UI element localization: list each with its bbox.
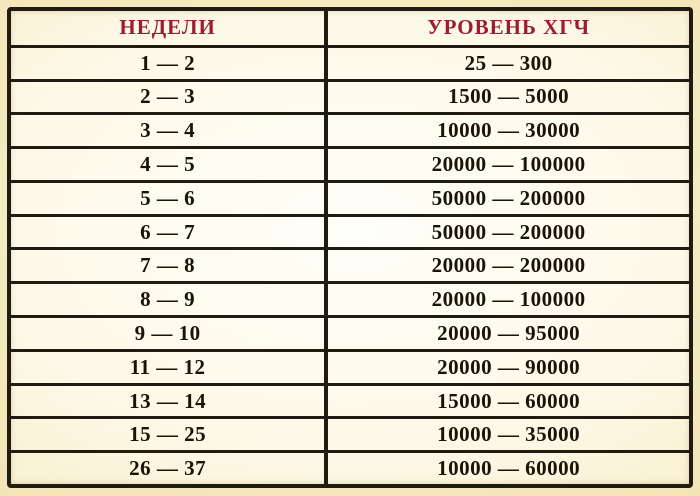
table-row: [11, 281, 689, 315]
weeks-cell: 26 — 37: [129, 456, 207, 481]
weeks-cell: 4 — 5: [140, 152, 196, 177]
hcg-level-cell: 20000 — 200000: [324, 250, 689, 281]
hcg-level-cell: 10000 — 30000: [324, 115, 689, 146]
hcg-level-cell: 1500 — 5000: [324, 82, 689, 113]
weeks-cell: 13 — 14: [129, 388, 207, 413]
table-row: [11, 79, 689, 113]
hcg-level-cell: 15000 — 60000: [324, 386, 689, 417]
hcg-level-cell: 10000 — 60000: [324, 453, 689, 484]
weeks-cell: 1 — 2: [140, 50, 196, 75]
table-row: [11, 383, 689, 417]
table-row: [11, 45, 689, 79]
hcg-level-cell: 50000 — 200000: [324, 183, 689, 214]
table-row: [11, 349, 689, 383]
hcg-level-cell: 25 — 300: [324, 48, 689, 79]
weeks-cell: 9 — 10: [134, 320, 201, 345]
hcg-level-cell: 20000 — 90000: [324, 352, 689, 383]
table-row: [11, 146, 689, 180]
hcg-level-cell: 20000 — 100000: [324, 284, 689, 315]
table-row: [11, 450, 689, 484]
weeks-cell: 6 — 7: [140, 219, 196, 244]
weeks-cell: 5 — 6: [140, 185, 196, 210]
table-row: [11, 112, 689, 146]
weeks-header: НЕДЕЛИ: [119, 15, 216, 40]
header-row: [11, 11, 689, 45]
weeks-cell: 8 — 9: [140, 287, 196, 312]
table-row: [11, 247, 689, 281]
hcg-level-cell: 50000 — 200000: [324, 217, 689, 248]
weeks-cell: 7 — 8: [140, 253, 196, 278]
hcg-level-header: УРОВЕНЬ ХГЧ: [324, 11, 689, 45]
hcg-level-cell: 10000 — 35000: [324, 419, 689, 450]
table-row: [11, 180, 689, 214]
hcg-levels-table: [7, 7, 693, 488]
table-row: [11, 416, 689, 450]
weeks-cell: 3 — 4: [140, 118, 196, 143]
table-row: [11, 214, 689, 248]
weeks-cell: 15 — 25: [129, 422, 207, 447]
weeks-cell: 2 — 3: [140, 84, 196, 109]
hcg-level-cell: 20000 — 95000: [324, 318, 689, 349]
weeks-cell: 11 — 12: [129, 354, 206, 379]
hcg-level-cell: 20000 — 100000: [324, 149, 689, 180]
table-row: [11, 315, 689, 349]
